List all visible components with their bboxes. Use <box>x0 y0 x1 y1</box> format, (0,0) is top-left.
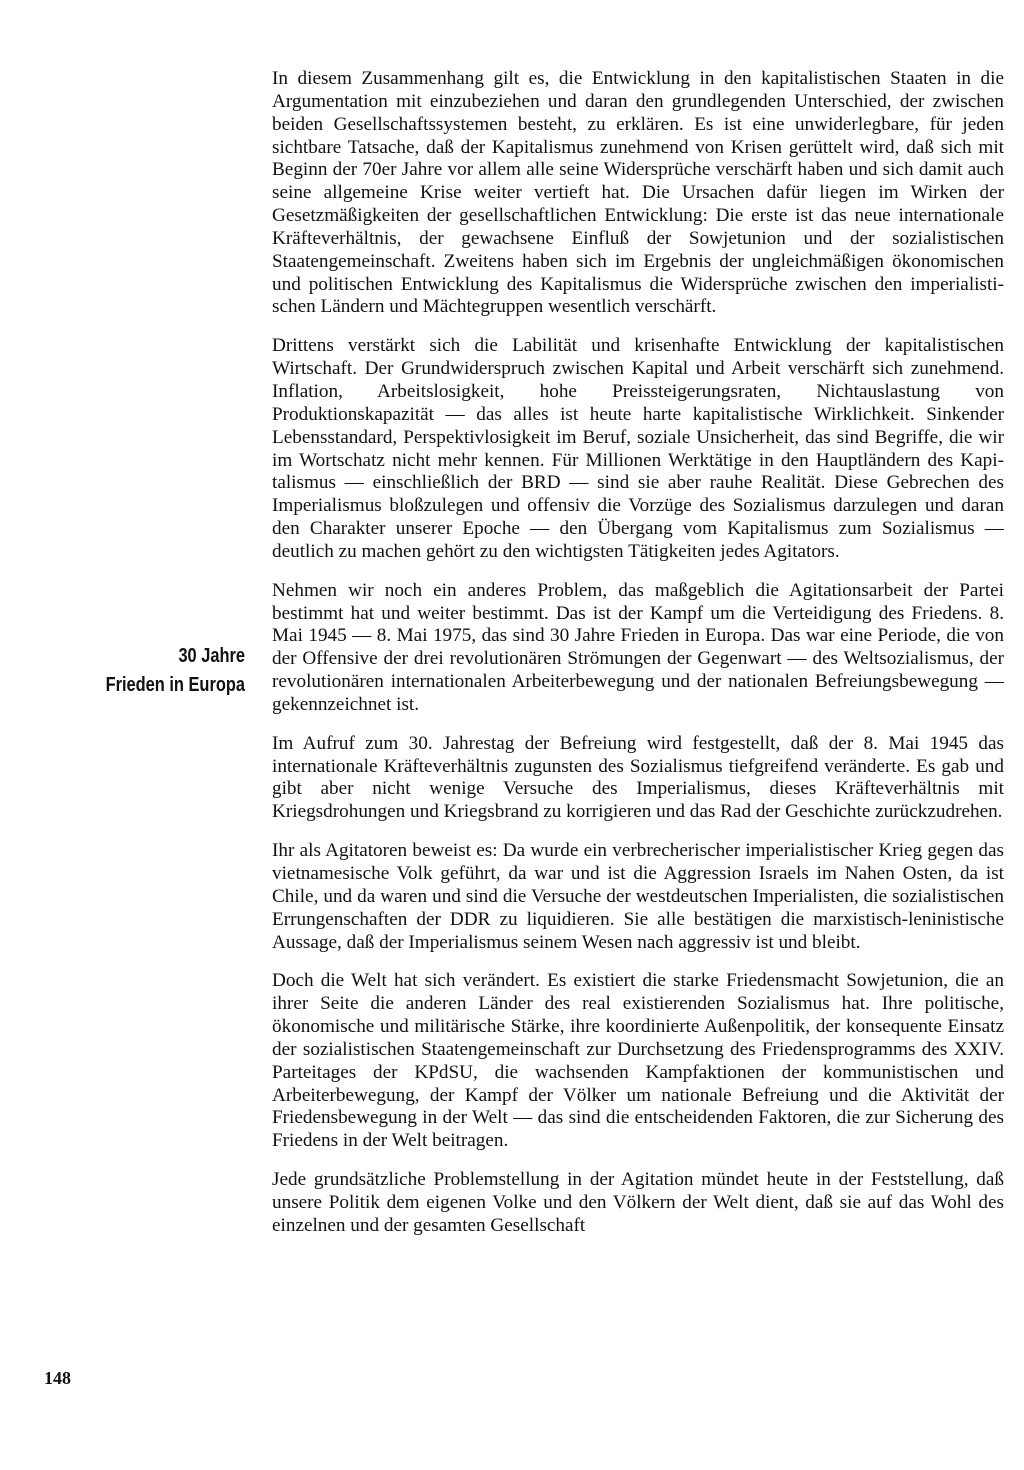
paragraph-7: Jede grundsätzliche Problemstellung in der Agitation mündet heute in der Feststellung, daß unsere Politik dem eigenen Volke und den Völkern der Welt dient, daß sie auf das Wohl des einzelnen und der gesamten Gesellschaft <box>272 1169 1004 1236</box>
paragraph-4: Im Aufruf zum 30. Jahrestag der Befreiung wird festgestellt, daß der 8. Mai 1945 das internationale Kräfteverhältnis zugunsten des Sozialismus tiefgreifend veränderte. Es gab und gibt aber nicht wenige Versuche des Imperialismus, dieses Kräfteverhältnis mit Kriegsdrohungen und Kriegsbrand zu korrigieren und das Rad der Geschichte zurückzudrehen. <box>272 732 1004 823</box>
paragraph-6: Doch die Welt hat sich verändert. Es existiert die starke Friedensmacht Sowjetunion, die an ihrer Seite die anderen Länder des real existierenden Sozialismus hat. Ihre politische, ökonomische und militärische Stärke, ihre koordinierte Außenpolitik, der konsequente Einsatz der sozialistischen Staatengemeinschaft zur Durchsetzung des Friedensprogramms des XXIV. Parteitages der KPdSU, die wachsenden Kampfaktionen der kommunistischen und Arbeiterbewegung, der Kampf der Völker um nationale Befreiung und die Aktivität der Friedensbewegung in der Welt — das sind die entscheidenden Faktoren, die zur Sicherung des Friedens in der Welt beitragen. <box>272 970 1004 1152</box>
paragraph-1: In diesem Zusammenhang gilt es, die Entwicklung in den kapitalistischen Staaten in die Argumentation mit einzubeziehen und daran den grundlegenden Unterschied, der zwischen beiden Gesellschaftssystemen besteht, zu erklären. Es ist eine unwiderlegbare, für jeden sichtbare Tatsache, daß der Kapitalismus zunehmend von Krisen gerüttelt wird, daß sich mit Beginn der 70er Jahre vor allem alle seine Widersprüche verschärft haben und sich damit auch seine allgemeine Krise weiter vertieft hat. Die Ursachen dafür liegen im Wirken der Gesetzmäßigkeiten der gesellschaftlichen Entwicklung: Die erste ist das neue internationale Kräfteverhältnis, der gewachsene Einfluß der Sowjetunion und der sozialistischen Staatengemeinschaft. Zweitens haben sich im Ergebnis der ungleichmäßigen ökonomischen und politischen Entwicklung des Kapitalismus die Widersprüche zwischen den imperialistischen Ländern und Mächtegruppen wesentlich verschärft. <box>272 68 1004 318</box>
paragraph-5: Ihr als Agitatoren beweist es: Da wurde ein verbrecherischer imperialistischer Krieg gegen das vietnamesische Volk geführt, da war und ist die Aggression Israels im Nahen Osten, da ist Chile, und da waren und sind die Versuche der westdeutschen Imperialisten, die sozialistischen Errungenschaften der DDR zu liquidieren. Sie alle bestätigen die marxistisch-leninistische Aussage, daß der Imperialismus seinem Wesen nach aggressiv ist und bleibt. <box>272 840 1004 953</box>
page-number: 148 <box>44 1368 71 1388</box>
main-text-column <box>272 68 1004 1254</box>
paragraph-3: Nehmen wir noch ein anderes Problem, das maßgeblich die Agitationsarbeit der Partei bestimmt hat und weiter bestimmt. Das ist der Kampf um die Verteidigung des Friedens. 8. Mai 1945 — 8. Mai 1975, das sind 30 Jahre Frieden in Europa. Das war eine Periode, die von der Offensive der drei revolutionären Strömungen der Gegenwart — des Weltsozialismus, der revolutionären internationalen Arbeiterbewegung und der nationalen Befreiungsbewegung — gekennzeichnet ist. <box>272 579 1004 715</box>
margin-heading-line-2: Frieden in Europa <box>105 674 246 696</box>
margin-heading-line-1: 30 Jahre <box>178 645 245 667</box>
margin-heading <box>93 642 245 700</box>
paragraph-2: Drittens verstärkt sich die Labilität und krisenhafte Entwicklung der kapitalistischen Wirtschaft. Der Grundwiderspruch zwischen Kapital und Arbeit verschärft sich zunehmend. Inflation, Arbeitslosigkeit, hohe Preissteigerungsraten, Nichtauslastung von Produktionskapazität — das alles ist heute harte kapitalistische Wirklichkeit. Sinkender Lebensstandard, Perspektivlosigkeit im Beruf, soziale Unsicherheit, das sind Begriffe, die wir im Wortschatz nicht mehr kennen. Für Millionen Werktätige in den Hauptländern des Kapitalismus — einschließlich der BRD — sind sie aber rauhe Realität. Diese Gebrechen des Imperialismus bloßzulegen und offensiv die Vorzüge des Sozialismus darzulegen und daran den Charakter unserer Epoche — den Übergang vom Kapitalismus zum Sozialismus — deutlich zu machen gehört zu den wichtigsten Tätigkeiten jedes Agitators. <box>272 335 1004 562</box>
